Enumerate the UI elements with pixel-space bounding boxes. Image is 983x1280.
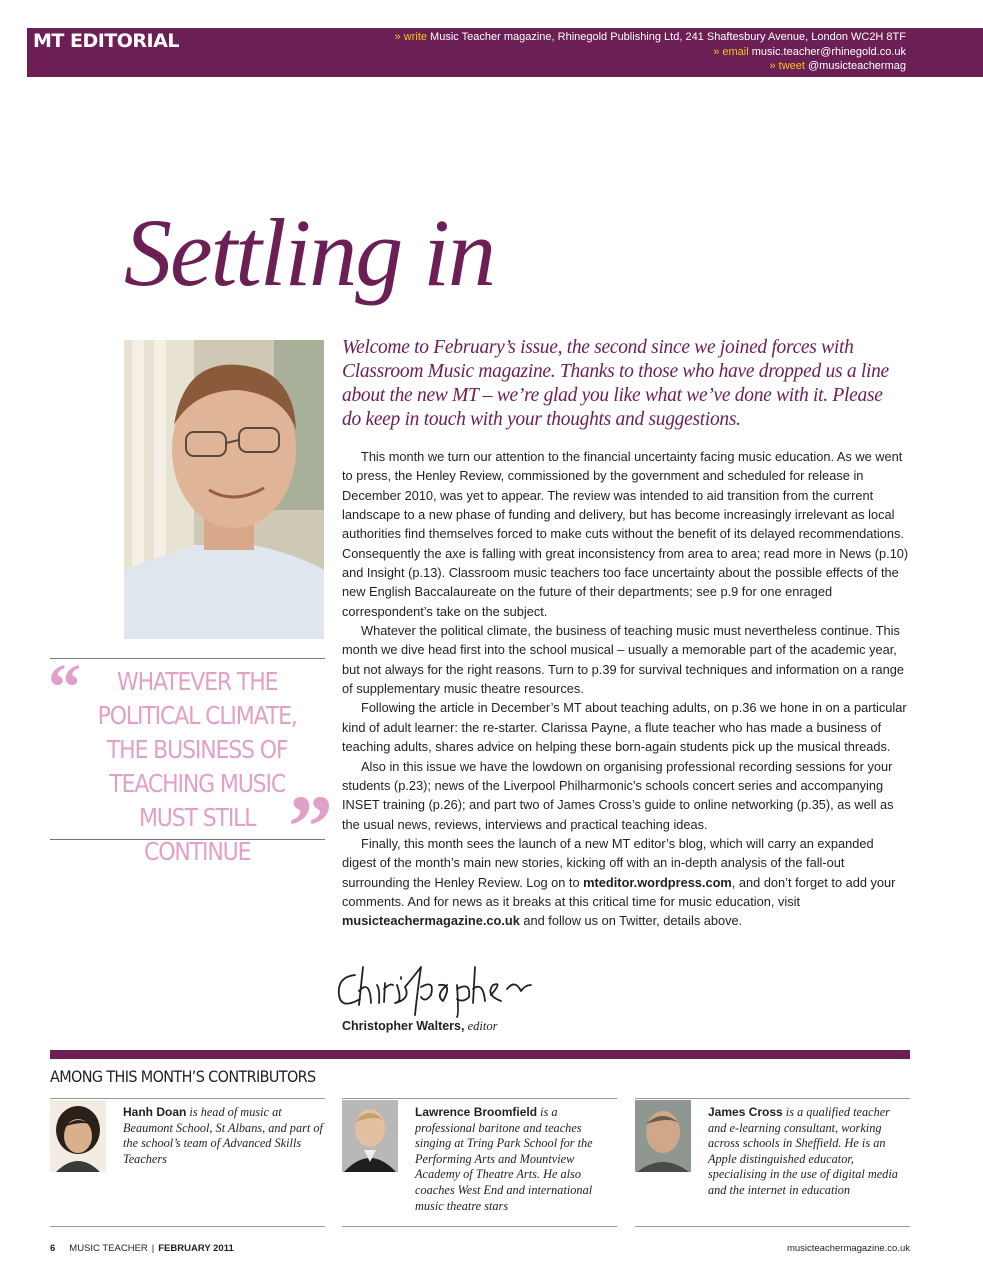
contributor-card — [50, 1098, 325, 1227]
footer-left — [50, 1243, 234, 1254]
paragraph-text: and follow us on Twitter, details above. — [519, 913, 743, 929]
contributors-heading: AMONG THIS MONTH’S CONTRIBUTORS — [50, 1067, 316, 1086]
contributor-bio: is head of music at Beaumont School, St Albans, and part of the school’s team of Advanced Skills Teachers — [123, 1105, 323, 1166]
close-quote-icon: ” — [288, 778, 333, 877]
section-divider — [50, 1050, 910, 1059]
email-key: » email — [713, 45, 749, 58]
issue-date: FEBRUARY 2011 — [158, 1243, 234, 1254]
contributor-card — [635, 1098, 910, 1227]
magazine-name: MUSIC TEACHER — [69, 1243, 148, 1254]
contributor-text — [415, 1105, 617, 1214]
paragraph: Following the article in December’s MT about teaching adults, on p.36 we hone in on a particular kind of adult learner: the re-starter. Clarissa Payne, a flute teacher who has made a business of teaching adults, shares advice on helping these born-again students pick up the musical threads. — [342, 700, 907, 755]
contributor-name: James Cross — [708, 1105, 783, 1119]
pull-quote — [48, 651, 333, 877]
editor-signature — [335, 955, 535, 1020]
tweet-line — [395, 59, 906, 74]
write-line — [395, 30, 906, 45]
article-body — [342, 447, 910, 931]
contributor-name: Lawrence Broomfield — [415, 1105, 538, 1119]
paragraph-text: Finally, this month sees the launch of a new MT editor’s blog, which will carry an expanded digest of the month’s main new stories, kicking off with an in-depth analysis of the fall-out surrounding the Henley Review. Log on to — [342, 835, 874, 890]
contributor-name: Hanh Doan — [123, 1105, 187, 1119]
paragraph: This month we turn our attention to the financial uncertainty facing music education. As we went to press, the Henley Review, commissioned by the government and scheduled for release in December 2010, was yet to appear. The review was intended to aid transition from the current landscape to a new phase of funding and delivery, but has become increasingly irrelevant as local authorities find themselves forced to make cuts without the benefit of its delayed recommendations. Consequently the axe is falling with great inconsistency from area to area; read more in News (p.10) and Insight (p.13). Classroom music teachers too face uncertainty about the possible effects of the new English Baccalaureate on the future of their departments; see p.9 for one enraged correspondent’s take on the subject. — [342, 449, 909, 619]
contributor-text — [123, 1105, 325, 1167]
editor-photo — [124, 340, 324, 639]
header-bar — [27, 28, 983, 77]
paragraph-text: , and don’t forget to add your comments. And for news as it breaks at this critical time for music education, visit — [342, 874, 896, 909]
open-quote-icon: “ — [48, 651, 81, 724]
write-key: » write — [394, 31, 427, 43]
footer-url[interactable]: musicteachermagazine.co.uk — [786, 1243, 910, 1254]
write-address: Music Teacher magazine, Rhinegold Publishing Ltd, 241 Shaftesbury Avenue, London WC2H 8TF — [427, 31, 906, 43]
paragraph: Also in this issue we have the lowdown on organising professional recording sessions for your students (p.23); news of the Liverpool Philharmonic’s schools concert series and accompanying INSET training (p.26); and part two of James Cross’s guide to online networking (p.35), as well as the usual news, reviews, interviews and practical teaching ideas. — [342, 758, 894, 832]
tweet-key: » tweet — [769, 60, 805, 72]
twitter-handle[interactable]: @musicteachermag — [804, 60, 906, 72]
editor-name: Christopher Walters, — [342, 1019, 465, 1033]
website-link[interactable]: musicteachermagazine.co.uk — [342, 913, 520, 929]
pull-quote-text: WHATEVER THE POLITICAL CLIMATE, THE BUSINESS OF TEACHING MUSIC MUST STILL CONTINUE — [97, 667, 297, 866]
footer-separator: | — [151, 1243, 155, 1254]
page-number: 6 — [50, 1243, 56, 1254]
contributor-bio: is a qualified teacher and e-learning consultant, working across schools in Sheffield. He is an Apple distinguished educator, specialising in the use of digital media and the internet in education — [708, 1105, 898, 1197]
contact-block — [395, 30, 906, 74]
article-intro: Welcome to February’s issue, the second since we joined forces with Classroom Music magazine. Thanks to those who have dropped us a line about the new MT – we’re glad you like what we’ve done with it. Please do keep in touch with your thoughts and suggestions. — [342, 337, 889, 430]
contributor-photo — [50, 1100, 106, 1172]
article-title: Settling in — [124, 199, 494, 306]
paragraph: Whatever the political climate, the business of teaching music must nevertheless continue. This month we dive head first into the school musical – usually a memorable part of the academic year, but not always for the right reasons. Turn to p.39 for survival techniques and information on a range of supplementary music theatre resources. — [342, 623, 904, 697]
contributor-bio: is a professional baritone and teaches singing at Tring Park School for the Performing Arts and Mountview Academy of Theatre Arts. He also coaches West End and international music theatre stars — [415, 1105, 593, 1213]
contributor-photo — [635, 1100, 691, 1172]
email-address[interactable]: music.teacher@rhinegold.co.uk — [748, 45, 906, 58]
email-line — [395, 45, 906, 60]
section-label: MT EDITORIAL — [33, 30, 179, 52]
editor-role: editor — [464, 1019, 498, 1033]
contributor-card — [342, 1098, 617, 1227]
contributor-photo — [342, 1100, 398, 1172]
signoff — [342, 1019, 497, 1034]
blog-link[interactable]: mteditor.wordpress.com — [583, 874, 732, 890]
contributor-text — [708, 1105, 910, 1199]
paragraph — [342, 834, 910, 931]
